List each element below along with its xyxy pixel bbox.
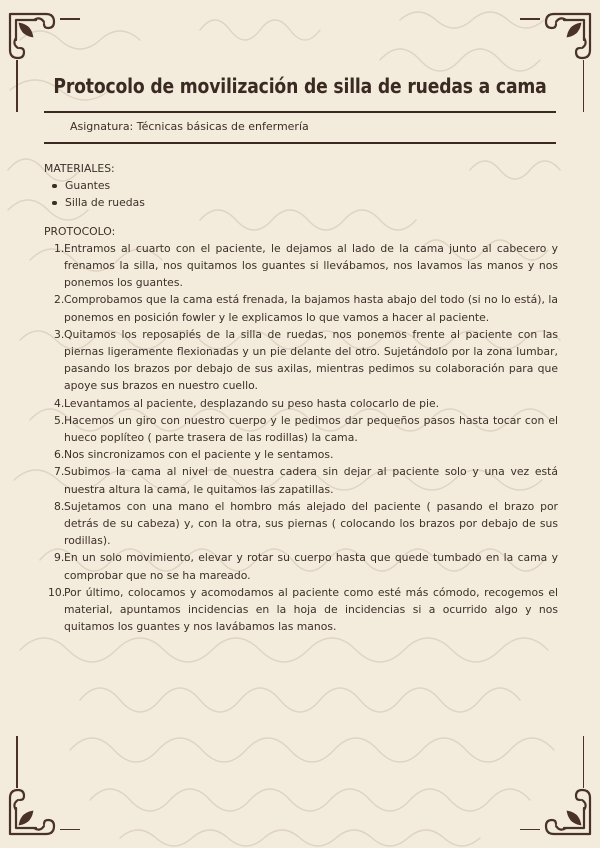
ornament-corner-icon xyxy=(532,10,594,72)
title-divider xyxy=(44,111,556,113)
step-text: Hacemos un giro con nuestro cuerpo y le pedimos dar pequeños pasos hasta tocar con el hueco poplíteo ( parte trasera de las rodillas) la cama. xyxy=(64,413,558,445)
protocol-step xyxy=(54,498,558,550)
protocol-heading: PROTOCOLO: xyxy=(44,224,116,238)
step-text: Sujetamos con una mano el hombro más alejado del paciente ( pasando el brazo por detrás de su cabeza) y, con la otra, sus piernas ( colocando los brazos por debajo de sus rodillas). xyxy=(64,499,558,548)
frame-line xyxy=(16,736,18,788)
protocol-step xyxy=(48,584,558,636)
step-text: Por último, colocamos y acomodamos al paciente como esté más cómodo, recogemos el material, apuntamos incidencias en la hoja de incidencias si a ocurrido algo y nos quitamos los guantes y nos lavábamos las manos. xyxy=(64,585,558,634)
step-text: Entramos al cuarto con el paciente, le dejamos al lado de la cama junto al cabecero y frenamos la silla, nos quitamos los guantes si llevábamos, nos lavamos las manos y nos ponemos los guantes. xyxy=(64,241,558,290)
frame-line xyxy=(520,829,540,831)
step-number: 10. xyxy=(48,585,66,599)
list-item: Silla de ruedas xyxy=(65,194,558,211)
step-text: Nos sincronizamos con el paciente y le sentamos. xyxy=(64,448,334,462)
ornament-corner-icon xyxy=(532,776,594,838)
protocol-step xyxy=(54,412,558,446)
protocol-step xyxy=(54,463,558,497)
step-number: 1. xyxy=(54,241,65,255)
step-text: Subimos la cama al nivel de nuestra cadera sin dejar al paciente solo y una vez está nuestra altura la cama, le quitamos las zapatillas. xyxy=(64,465,558,496)
frame-line xyxy=(16,60,18,112)
step-text: Quitamos los reposapiés de la silla de ruedas, nos ponemos frente al paciente con las piernas ligeramente flexionadas y un pie delante del otro. Sujetándolo por la zona lumbar, pasando los brazos por debajo de sus axilas, mientras pedimos su colaboración para que apoye sus brazos en nuestro cuello. xyxy=(64,327,558,393)
step-text: Comprobamos que la cama está frenada, la bajamos hasta abajo del todo (si no lo está), la ponemos en posición fowler y le explicamos lo que vamos a hacer al paciente. xyxy=(64,293,558,324)
protocol-step xyxy=(54,446,558,463)
protocol-step xyxy=(54,240,558,292)
frame-line xyxy=(520,18,540,20)
frame-line xyxy=(583,60,585,112)
step-number: 5. xyxy=(54,413,65,427)
protocol-step xyxy=(54,326,558,395)
subject-line: Asignatura: Técnicas básicas de enfermería xyxy=(70,120,309,133)
step-number: 2. xyxy=(54,293,65,307)
frame-line xyxy=(60,18,80,20)
materials-list xyxy=(44,177,558,211)
step-text: En un solo movimiento, elevar y rotar su cuerpo hasta que quede tumbado en la cama y comprobar que no se ha mareado. xyxy=(64,551,558,582)
frame-line xyxy=(60,829,80,831)
frame-line xyxy=(583,736,585,788)
protocol-step xyxy=(54,549,558,583)
step-number: 4. xyxy=(54,396,65,410)
step-number: 9. xyxy=(54,551,65,565)
step-number: 6. xyxy=(54,448,65,462)
protocol-step xyxy=(54,395,558,412)
materials-heading: MATERIALES: xyxy=(44,162,115,175)
step-number: 7. xyxy=(54,465,65,479)
protocol-steps-list xyxy=(44,240,558,636)
protocol-step xyxy=(54,291,558,325)
document-body xyxy=(44,160,558,635)
step-number: 3. xyxy=(54,327,65,341)
subject-divider xyxy=(44,142,556,144)
step-text: Levantamos al paciente, desplazando su peso hasta colocarlo de pie. xyxy=(64,396,440,410)
step-number: 8. xyxy=(54,499,65,513)
document-title: Protocolo de movilización de silla de ruedas a cama xyxy=(53,74,547,98)
list-item: Guantes xyxy=(65,177,558,194)
